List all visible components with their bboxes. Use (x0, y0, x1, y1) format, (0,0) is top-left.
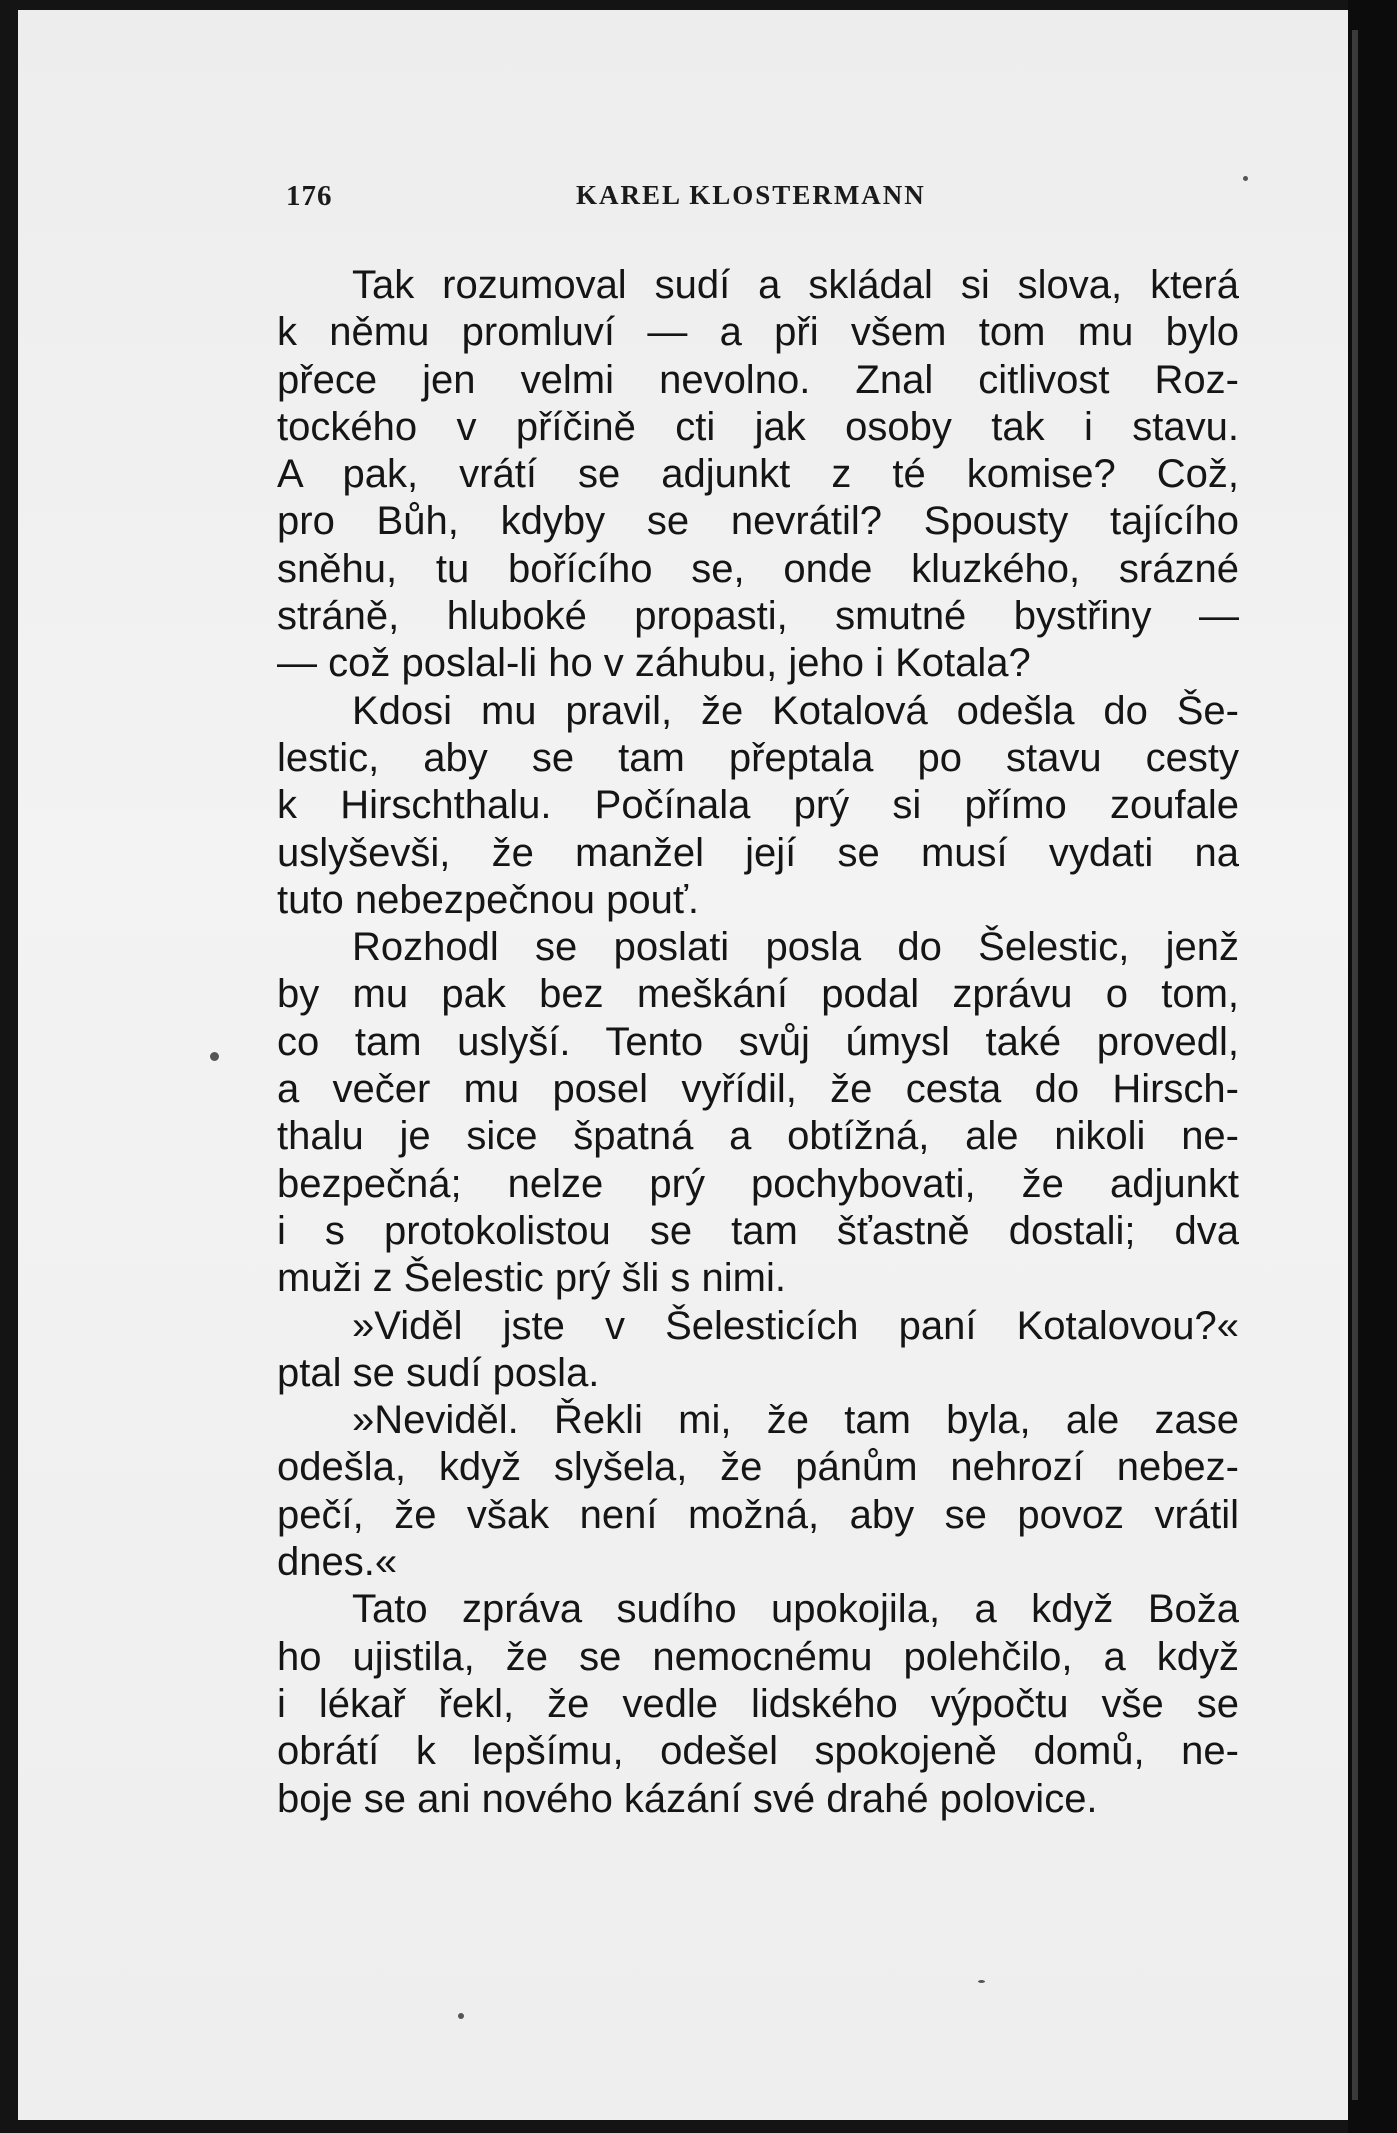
text-line: Tato zpráva sudího upokojila, a když Boža (352, 1587, 1239, 1632)
text-line: přece jen velmi nevolno. Znal citlivost Roz- (277, 357, 1239, 402)
text-line: sněhu, tu bořícího se, onde kluzkého, srázné (277, 546, 1239, 591)
text-line: stráně, hluboké propasti, smutné bystřiny — (277, 594, 1239, 639)
text-line: tockého v příčině cti jak osoby tak i stavu. (277, 404, 1239, 449)
text-line: lestic, aby se tam přeptala po stavu cesty (277, 735, 1239, 780)
text-line: pečí, že však není možná, aby se povoz vrátil (277, 1492, 1239, 1537)
dust-speck (458, 2013, 464, 2019)
paragraph (277, 262, 1239, 688)
paragraph (277, 1397, 1239, 1586)
text-line: Tak rozumoval sudí a skládal si slova, která (352, 263, 1239, 307)
paragraph (277, 1586, 1239, 1822)
page-edge-highlight (1352, 30, 1358, 2100)
running-head (286, 180, 1006, 220)
paragraph (277, 1303, 1239, 1398)
text-line: bezpečná; nelze prý pochybovati, že adjunkt (277, 1161, 1239, 1206)
paragraph (277, 924, 1239, 1302)
dust-speck (1243, 176, 1248, 181)
dust-speck (210, 1052, 219, 1061)
text-line: obrátí k lepšímu, odešel spokojeně domů, ne- (277, 1729, 1239, 1774)
text-line: A pak, vrátí se adjunkt z té komise? Což, (277, 452, 1239, 497)
text-line: Rozhodl se poslati posla do Šelestic, jenž (352, 925, 1239, 970)
running-head-author: KAREL KLOSTERMANN (576, 180, 926, 210)
text-line: i s protokolistou se tam šťastně dostali; dva (277, 1208, 1239, 1253)
text-line: ptal se sudí posla. (277, 1350, 600, 1395)
page-number: 176 (286, 180, 333, 212)
paragraph (277, 688, 1239, 924)
text-line: uslyševši, že manžel její se musí vydati na (277, 830, 1239, 875)
body-text (277, 262, 1239, 1823)
text-line: i lékař řekl, že vedle lidského výpočtu vše se (277, 1681, 1239, 1726)
dust-speck (978, 1980, 985, 1983)
text-line: »Viděl jste v Šelesticích paní Kotalovou?« (352, 1303, 1239, 1348)
text-line: by mu pak bez meškání podal zprávu o tom, (277, 972, 1239, 1017)
text-line: — což poslal-li ho v záhubu, jeho i Kotala? (277, 641, 1031, 686)
text-line: co tam uslyší. Tento svůj úmysl také provedl, (277, 1019, 1239, 1064)
text-line: tuto nebezpečnou pouť. (277, 877, 700, 922)
text-line: odešla, když slyšela, že pánům nehrozí nebez- (277, 1445, 1239, 1490)
text-line: pro Bůh, kdyby se nevrátil? Spousty tajícího (277, 499, 1239, 544)
text-line: ho ujistila, že se nemocnému polehčilo, a když (277, 1634, 1239, 1679)
text-line: k němu promluví — a při všem tom mu bylo (277, 310, 1239, 355)
text-line: »Neviděl. Řekli mi, že tam byla, ale zase (352, 1398, 1239, 1443)
text-line: a večer mu posel vyřídil, že cesta do Hirsch- (277, 1067, 1239, 1112)
text-line: thalu je sice špatná a obtížná, ale nikoli ne- (277, 1114, 1239, 1159)
text-line: Kdosi mu pravil, že Kotalová odešla do Še- (352, 688, 1239, 733)
text-line: muži z Šelestic prý šli s nimi. (277, 1256, 786, 1301)
text-line: k Hirschthalu. Počínala prý si přímo zoufale (277, 783, 1239, 828)
text-line: boje se ani nového kázání své drahé polovice. (277, 1776, 1098, 1821)
text-line: dnes.« (277, 1540, 398, 1585)
